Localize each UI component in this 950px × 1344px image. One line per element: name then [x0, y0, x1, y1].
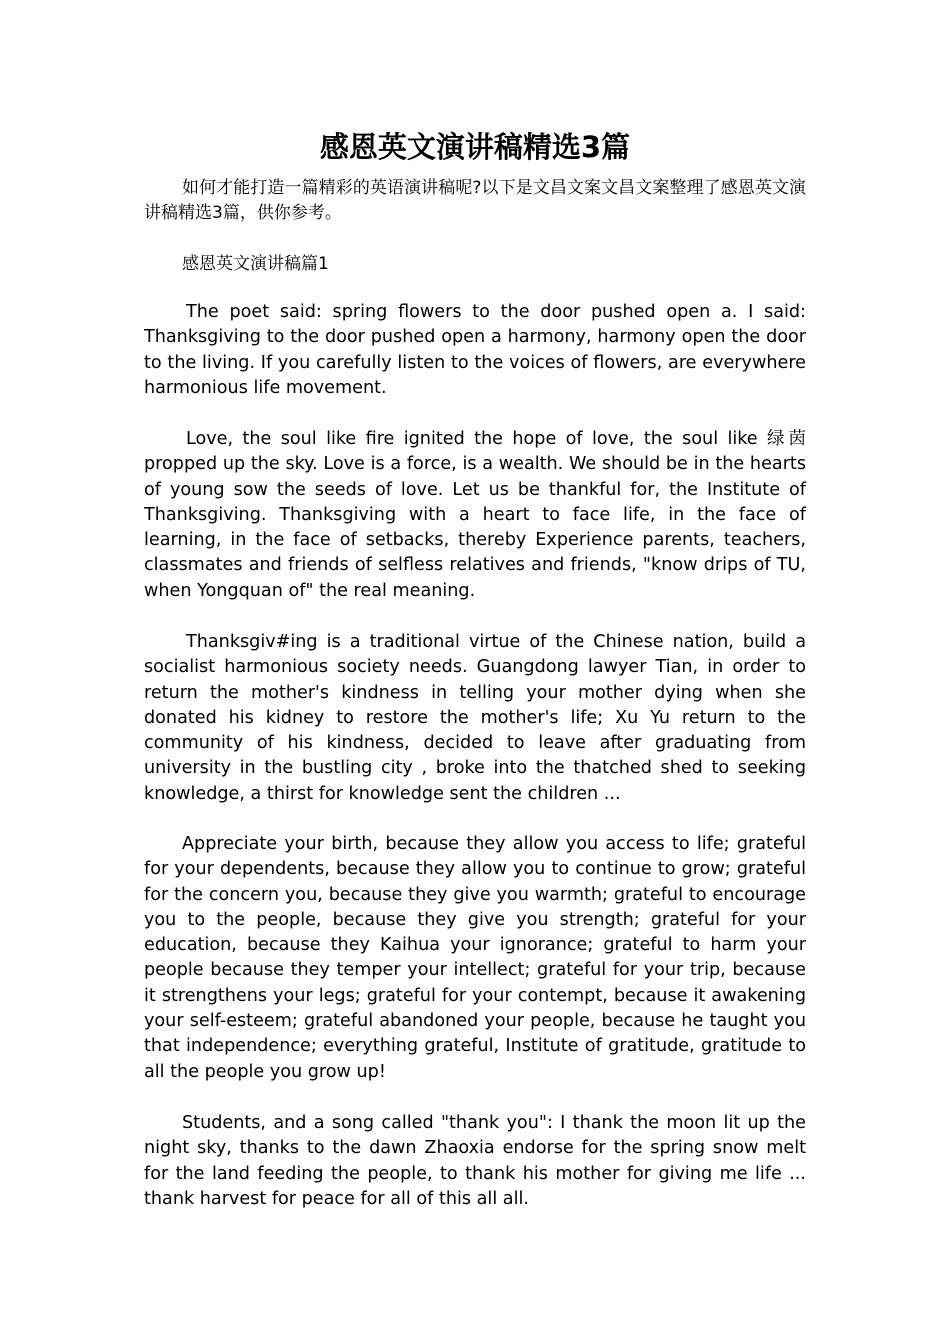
section-heading: 感恩英文演讲稿篇1: [182, 254, 329, 274]
body-paragraph-4: Appreciate your birth, because they allow you access to life; grateful for your dependents, because they allow you to continue to grow; grateful for the concern you, because they give you warmth; grateful to encourage you to the people, because they give you strength; grateful for your education, because they Kaihua your ignorance; grateful to harm your people because they temper your intellect; grateful for your trip, because it strengthens your legs; grateful for your contempt, because it awakening your self-esteem; grateful abandoned your people, because he taught you that independence; everything grateful, Institute of gratitude, gratitude to all the people you grow up!: [144, 834, 806, 1082]
intro-paragraph: 如何才能打造一篇精彩的英语演讲稿呢?以下是文昌文案文昌文案整理了感恩英文演讲稿精选3篇，供你参考。: [144, 178, 806, 223]
body-paragraph-3: Thanksgiv#ing is a traditional virtue of the Chinese nation, build a socialist harmonious society needs. Guangdong lawyer Tian, in order to return the mother's kindness in telling your mother dying when she donated his kidney to restore the mother's life; Xu Yu return to the community of his kindness, decided to leave after graduating from university in the bustling city , broke into the thatched shed to seeking knowledge, a thirst for knowledge sent the children ...: [144, 632, 806, 804]
body-paragraph-5: Students, and a song called "thank you": I thank the moon lit up the night sky, thanks to the dawn Zhaoxia endorse for the spring snow melt for the land feeding the people, to thank his mother for giving me life ... thank harvest for peace for all of this all all.: [144, 1113, 806, 1209]
body-paragraph-2: Love, the soul like fire ignited the hope of love, the soul like 绿茵 propped up the sky. Love is a force, is a wealth. We should be in the hearts of young sow the seeds of love. Let us be thankful for, the Institute of Thanksgiving. Thanksgiving with a heart to face life, in the face of learning, in the face of setbacks, thereby Experience parents, teachers, classmates and friends of selfless relatives and friends, "know drips of TU, when Yongquan of" the real meaning.: [144, 429, 806, 601]
body-paragraph-1: The poet said: spring flowers to the door pushed open a. I said: Thanksgiving to the door pushed open a harmony, harmony open the door to the living. If you carefully listen to the voices of flowers, are everywhere harmonious life movement.: [144, 302, 806, 398]
page-title: 感恩英文演讲稿精选3篇: [319, 130, 631, 164]
